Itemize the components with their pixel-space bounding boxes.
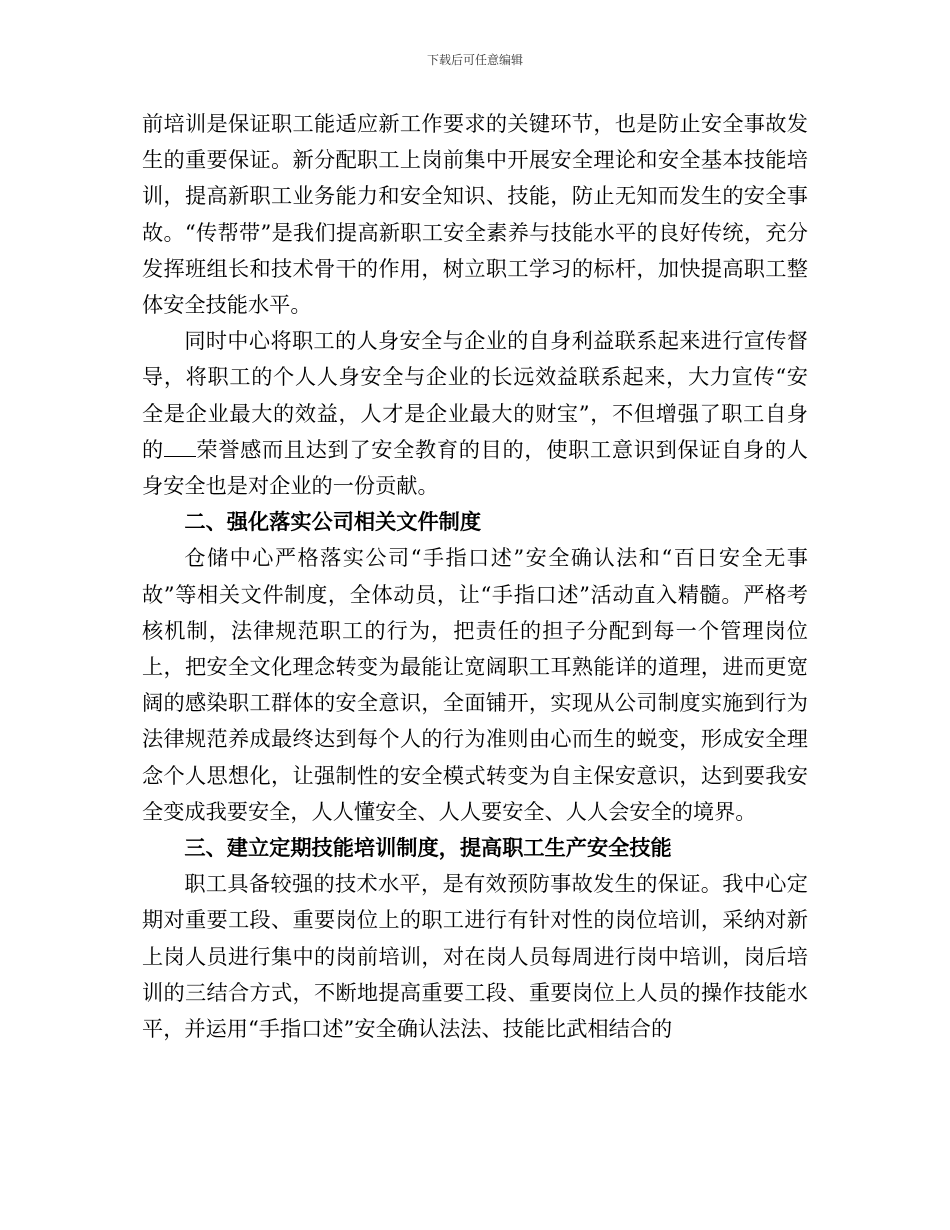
paragraph-regulations: 仓储中心严格落实公司“手指口述”安全确认法和“百日安全无事故”等相关文件制度，全体动员，让“手指口述”活动直入精髓。严格考核机制，法律规范职工的行为，把责任的担子分配到每一个管理岗位上，把安全文化理念转变为最能让宽阔职工耳熟能详的道理，进而更宽阔的感染职工群体的安全意识，全面铺开，实现从公司制度实施到行为法律规范养成最终达到每个人的行为准则由心而生的蜕变，形成安全理念个人思想化，让强制性的安全模式转变为自主保安意识，达到要我安全变成我要安全，人人懂安全、人人要安全、人人会安全的境界。	[142, 545, 808, 824]
paragraph-safety-interest-part1: 同时中心将职工的人身安全与企业的自身利益联系起来进行宣传督导，将职工的个人人身安全与企业的长远效益联系起来，大力宣传“安全是企业最大的效益，人才是企业最大的财宝”，不但增强了职工自身的	[142, 328, 808, 462]
paragraph-training: 前培训是保证职工能适应新工作要求的关键环节，也是防止安全事故发生的重要保证。新分配职工上岗前集中开展安全理论和安全基本技能培训，提高新职工业务能力和安全知识、技能，防止无知而发生的安全事故。“传帮带”是我们提高新职工安全素养与技能水平的良好传统，充分发挥班组长和技术骨干的作用，树立职工学习的标杆，加快提高职工整体安全技能水平。	[142, 111, 808, 318]
page-header: 下载后可任意编辑	[426, 53, 523, 67]
paragraph-safety-interest-part2: 荣誉感而且达到了安全教育的目的，使职工意识到保证自身的人身安全也是对企业的一份贡献。	[142, 436, 808, 499]
section-heading-2: 二、强化落实公司相关文件制度	[184, 509, 482, 535]
fill-in-blank	[164, 435, 196, 457]
section-heading-3: 三、建立定期技能培训制度，提高职工生产安全技能	[184, 835, 672, 861]
document-body	[142, 106, 808, 1047]
paragraph-skills-training: 职工具备较强的技术水平，是有效预防事故发生的保证。我中心定期对重要工段、重要岗位上的职工进行有针对性的岗位培训，采纳对新上岗人员进行集中的岗前培训，对在岗人员每周进行岗中培训，岗后培训的三结合方式，不断地提高重要工段、重要岗位上人员的操作技能水平，并运用“手指口述”安全确认法法、技能比武相结合的	[142, 871, 808, 1042]
paragraph-safety-interest	[142, 323, 808, 504]
